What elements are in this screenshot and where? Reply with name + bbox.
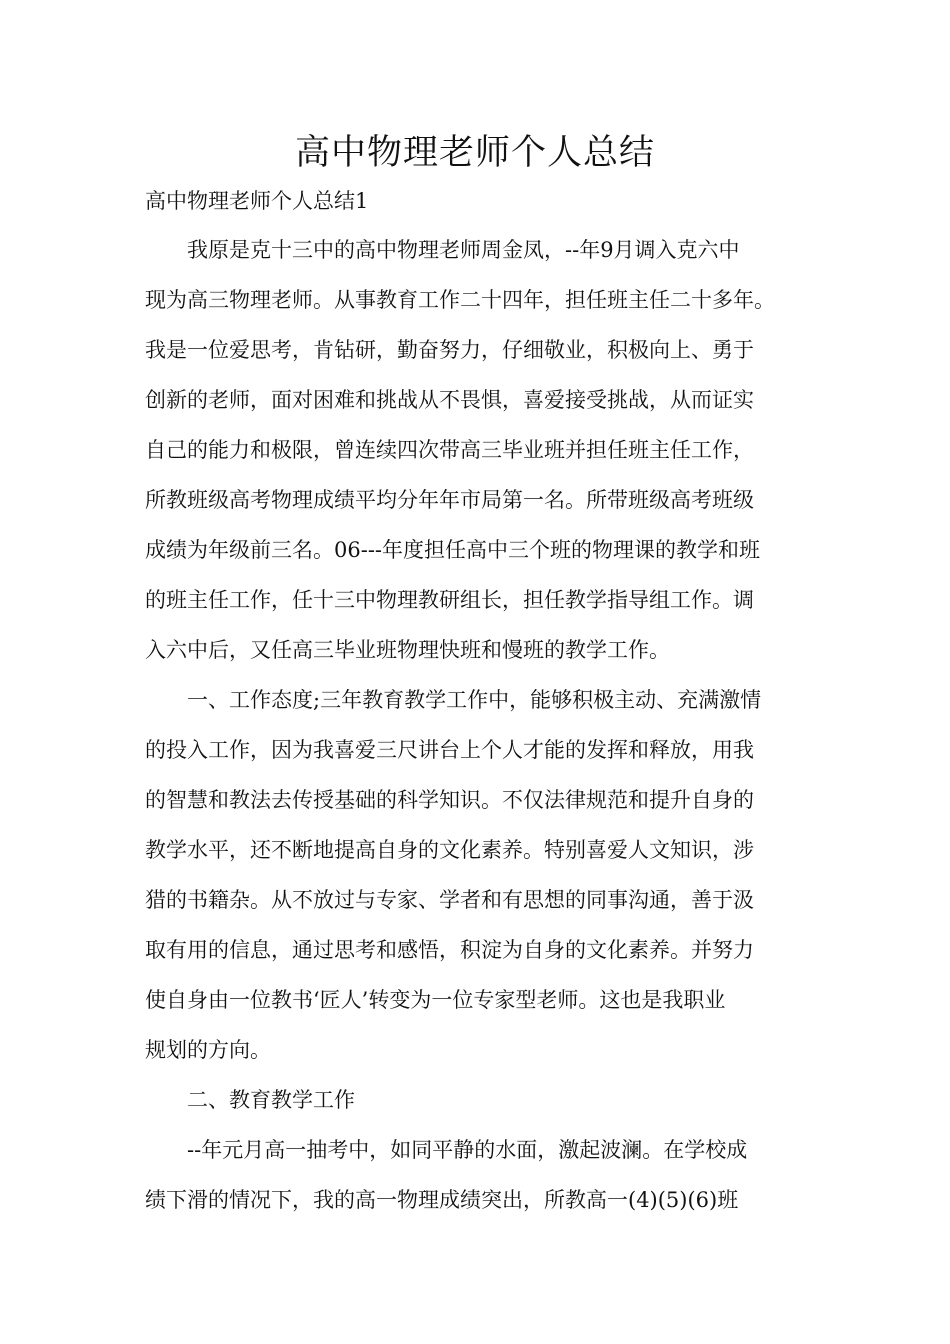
text-line: 的智慧和教法去传授基础的科学知识。不仅法律规范和提升自身的 <box>145 788 754 812</box>
text-line: 自己的能力和极限，曾连续四次带高三毕业班并担任班主任工作， <box>145 438 754 462</box>
text-line: 成绩为年级前三名。06---年度担任高中三个班的物理课的教学和班 <box>145 538 761 562</box>
text-line: 绩下滑的情况下，我的高一物理成绩突出，所教高一(4)(5)(6)班 <box>145 1188 739 1212</box>
text-line: 的班主任工作，任十三中物理教研组长，担任教学指导组工作。调 <box>145 588 754 612</box>
text-line: 猎的书籍杂。从不放过与专家、学者和有思想的同事沟通，善于汲 <box>145 888 754 912</box>
text-line: 规划的方向。 <box>145 1038 271 1062</box>
text-line: 我原是克十三中的高中物理老师周金凤，--年9月调入克六中 <box>145 238 740 262</box>
text-line: 一、工作态度;三年教育教学工作中，能够积极主动、充满激情 <box>145 688 762 712</box>
document-body <box>145 233 805 1233</box>
text-line: 所教班级高考物理成绩平均分年年市局第一名。所带班级高考班级 <box>145 488 754 512</box>
text-line: 教学水平，还不断地提高自身的文化素养。特别喜爱人文知识，涉 <box>145 838 754 862</box>
text-line: 取有用的信息，通过思考和感悟，积淀为自身的文化素养。并努力 <box>145 938 754 962</box>
text-line: 使自身由一位教书‘匠人’转变为一位专家型老师。这也是我职业 <box>145 988 726 1012</box>
document-subtitle: 高中物理老师个人总结1 <box>145 189 369 213</box>
text-line: 入六中后，又任高三毕业班物理快班和慢班的教学工作。 <box>145 638 670 662</box>
text-line: --年元月高一抽考中，如同平静的水面，激起波澜。在学校成 <box>145 1138 748 1162</box>
text-line: 创新的老师，面对困难和挑战从不畏惧，喜爱接受挑战，从而证实 <box>145 388 754 412</box>
text-line: 的投入工作，因为我喜爱三尺讲台上个人才能的发挥和释放，用我 <box>145 738 754 762</box>
text-line: 现为高三物理老师。从事教育工作二十四年，担任班主任二十多年。 <box>145 288 775 312</box>
document-title: 高中物理老师个人总结 <box>294 133 655 173</box>
text-line: 我是一位爱思考，肯钻研，勤奋努力，仔细敬业，积极向上、勇于 <box>145 338 754 362</box>
text-line: 二、教育教学工作 <box>145 1088 355 1112</box>
